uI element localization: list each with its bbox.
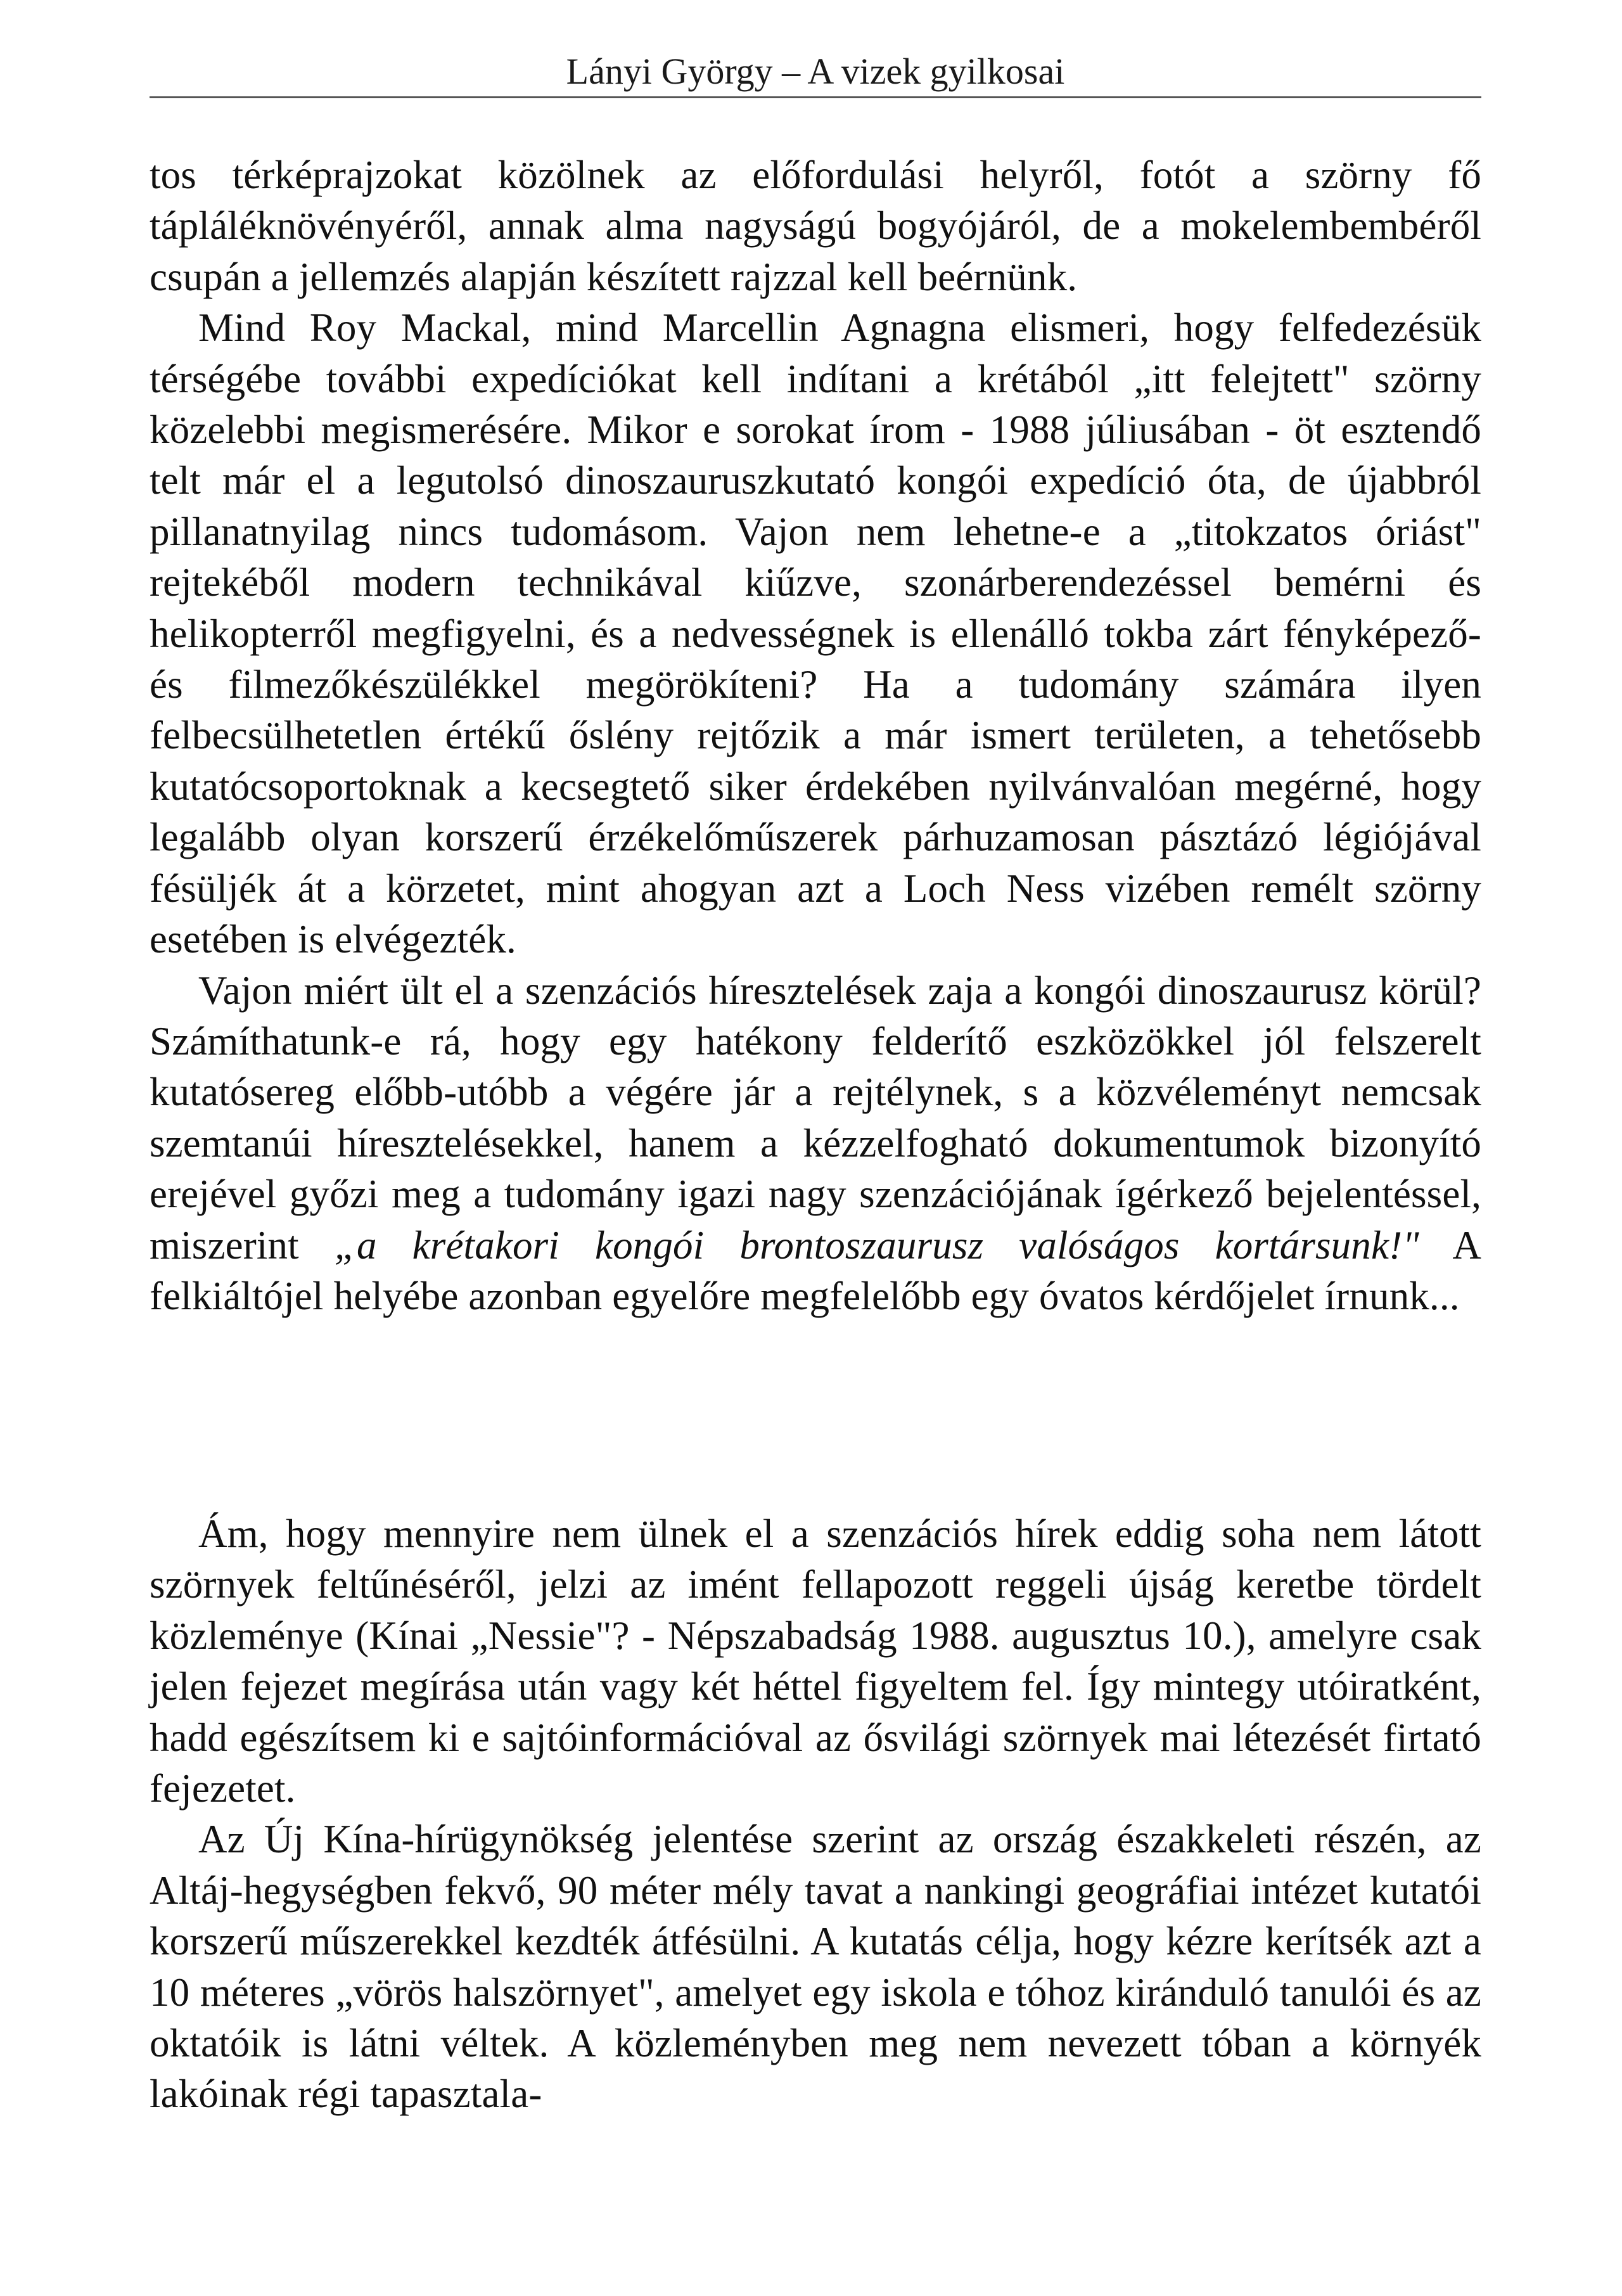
paragraph-xinhua-report: Az Új Kína-hírügynökség jelentése szerint az ország északkeleti részén, az Altáj-hegységben fekvő, 90 méter mély tavat a nankingi geográfiai intézet kutatói korszerű műszerekkel kezdték átfésülni. A kutatás célja, hogy kézre kerítsék azt a 10 méteres „vörös halszörnyet", amelyet egy iskola e tóhoz kiránduló tanulói és az oktatóik is látni véltek. A közleményben meg nem nevezett tóban a környék lakóinak régi tapasztala- (150, 1817, 1481, 2117)
paragraph-sensation (150, 965, 1481, 1322)
header-rule (150, 96, 1481, 98)
text-block-continuation (150, 150, 1481, 1321)
running-header: Lányi György – A vizek gyilkosai (566, 51, 1065, 92)
paragraph-text: A felkiáltójel helyébe azonban egyelőre megfelelőbb egy óvatos kérdőjelet írnunk... (150, 1222, 1481, 1318)
paragraph-text: Vajon miért ült el a szenzációs híresztelések zaja a kongói dinoszaurusz körül? Számíthatunk-e rá, hogy egy hatékony felderítő eszközökkel jól felszerelt kutatósereg előbb-utóbb a végére jár a rejtélynek, s a közvéleményt nemcsak szemtanúi híresztelésekkel, hanem a kézzelfogható dokumentumok bizonyító erejével győzi meg a tudomány igazi nagy szenzációjának ígérkező bejelentéssel, miszerint (150, 968, 1481, 1267)
paragraph-postscript: Ám, hogy mennyire nem ülnek el a szenzációs hírek eddig soha nem látott szörnyek feltűnéséről, jelzi az imént fellapozott reggeli újság keretbe tördelt közleménye (Kínai „Nessie"? - Népszabadság 1988. augusztus 10.), amelyre csak jelen fejezet megírása után vagy két héttel figyeltem fel. Így mintegy utóiratként, hadd egészítsem ki e sajtóinformációval az ősvilági szörnyek mai létezését firtató fejezetet. (150, 1511, 1481, 1811)
italic-quote: „a krétakori kongói brontoszaurusz valóságos kortársunk!" (334, 1222, 1419, 1267)
text-block-postscript (150, 1508, 1481, 2120)
paragraph-expedition: Mind Roy Mackal, mind Marcellin Agnagna elismeri, hogy felfedezésük térségébe további expedíciókat kell indítani a krétából „itt felejtett" szörny közelebbi megismerésére. Mikor e sorokat írom - 1988 júliusában - öt esztendő telt már el a legutolsó dinoszauruszkutató kongói expedíció óta, de újabbról pillanatnyilag nincs tudomásom. Vajon nem lehetne-e a „titokzatos óriást" rejtekéből modern technikával kiűzve, szonárberendezéssel bemérni és helikopterről megfigyelni, és a nedvességnek is ellenálló tokba zárt fényképező- és filmezőkészülékkel megörökíteni? Ha a tudomány számára ilyen felbecsülhetetlen értékű őslény rejtőzik a már ismert területen, a tehetősebb kutatócsoportoknak a kecsegtető siker érdekében nyilvánvalóan megérné, hogy legalább olyan korszerű érzékelőműszerek párhuzamosan pásztázó légiójával fésüljék át a körzetet, mint ahogyan azt a Loch Ness vizében remélt szörny esetében is elvégezték. (150, 305, 1481, 962)
paragraph-continued: tos térképrajzokat közölnek az előfordulási helyről, fotót a szörny fő tápláléknövényéről, annak alma nagyságú bogyójáról, de a mokelembembéről csupán a jellemzés alapján készített rajzzal kell beérnünk. (150, 153, 1481, 299)
